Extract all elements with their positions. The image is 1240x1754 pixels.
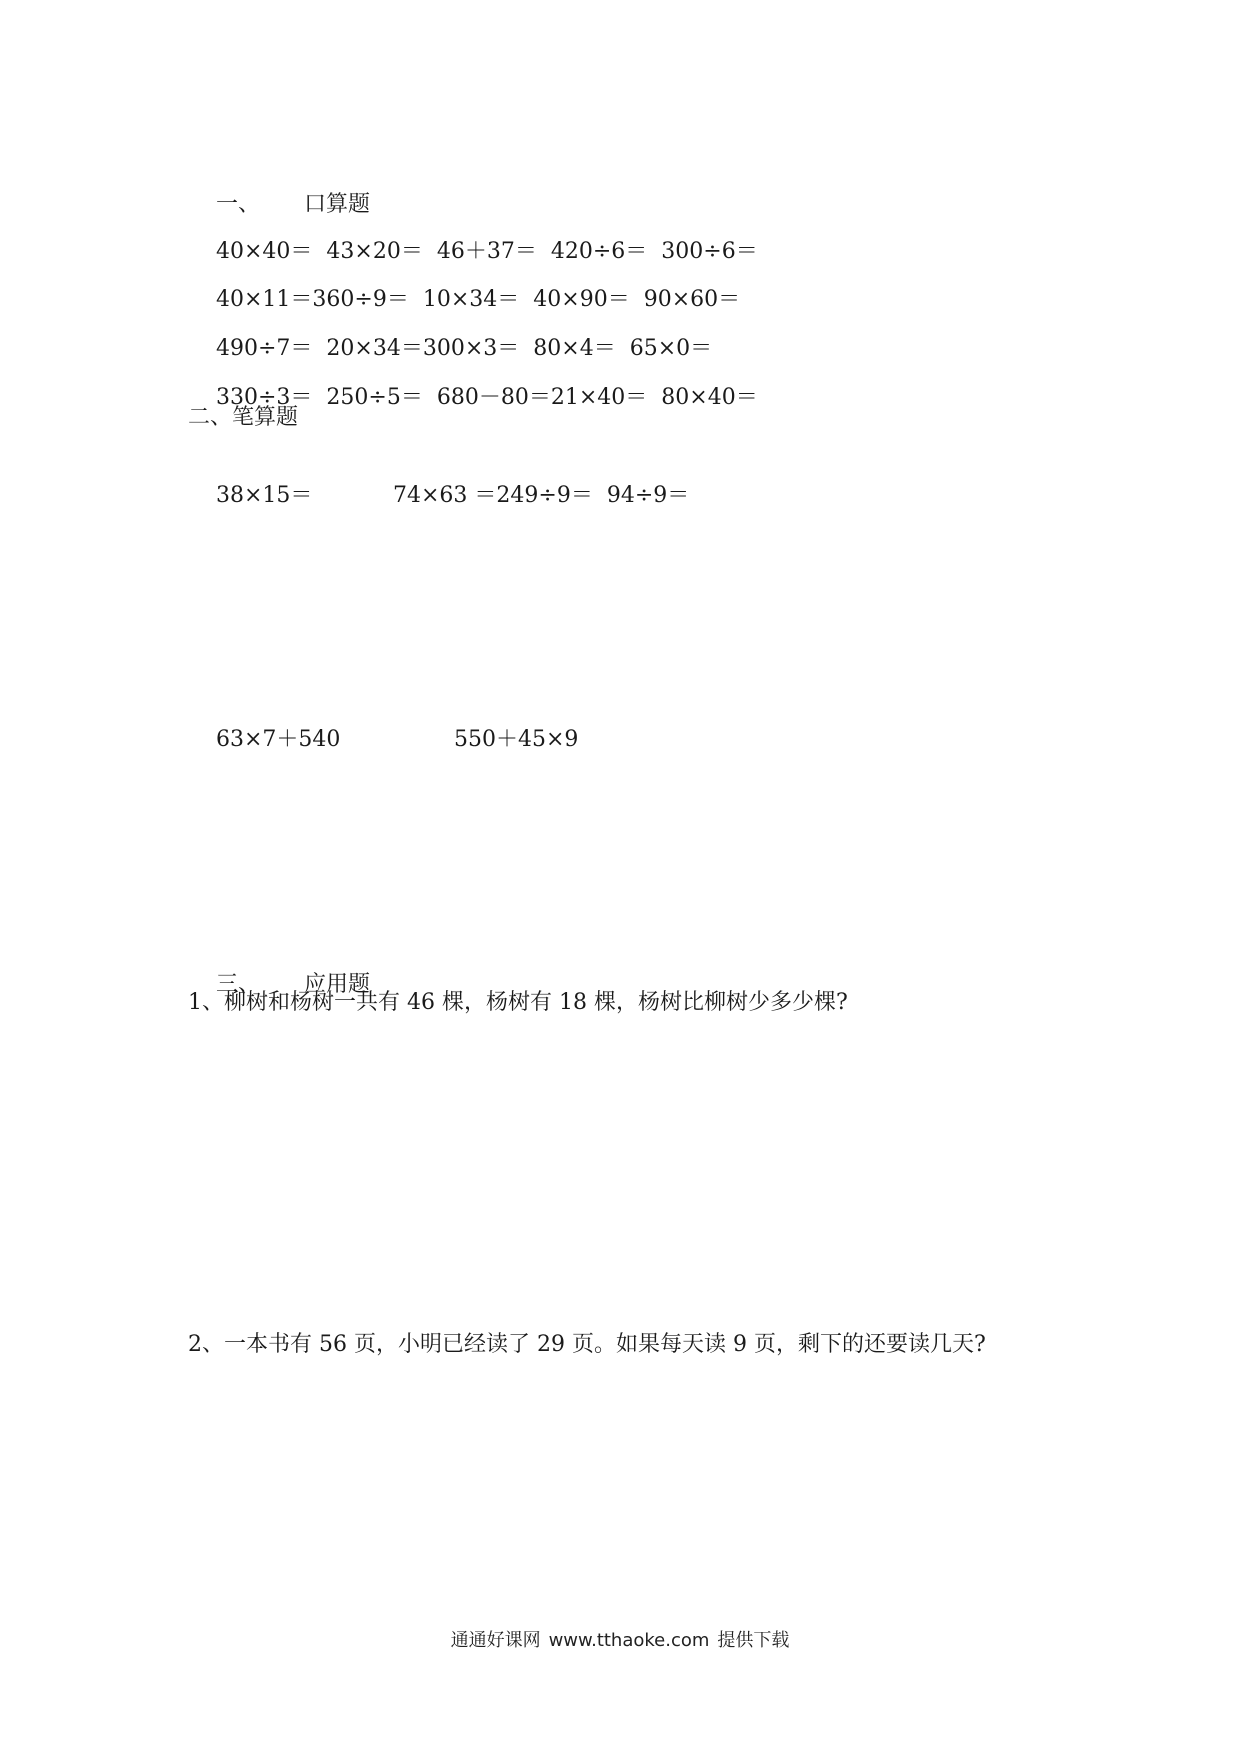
problem: 80×4＝ bbox=[533, 336, 616, 361]
section1-title: 口算题 bbox=[303, 192, 370, 217]
problem: 680－80＝ bbox=[436, 385, 551, 410]
footer-suffix: 提供下载 bbox=[717, 1630, 790, 1651]
footer-site-name: 通通好课网 bbox=[450, 1630, 541, 1651]
problem: 249÷9＝ bbox=[496, 483, 593, 508]
footer-url[interactable]: www.tthaoke.com bbox=[548, 1630, 710, 1651]
section1-number: 一、 bbox=[215, 192, 260, 217]
problem: 74×63 ＝ bbox=[392, 483, 497, 508]
problem: 550＋45×9 bbox=[453, 727, 579, 752]
section3-number: 三、 bbox=[215, 972, 260, 997]
problem: 20×34＝ bbox=[326, 336, 423, 361]
problem: 65×0＝ bbox=[629, 336, 713, 361]
word-problem-1: 1、柳树和杨树一共有 46 棵，杨树有 18 棵，杨树比柳树少多少棵? bbox=[188, 990, 848, 1015]
written-row-2 bbox=[188, 695, 578, 785]
page-footer bbox=[0, 1628, 1240, 1654]
problem: 490÷7＝ bbox=[215, 336, 313, 361]
problem: 21×40＝ bbox=[550, 385, 648, 410]
problem: 360÷9＝ bbox=[312, 287, 409, 312]
problem: 94÷9＝ bbox=[606, 483, 690, 508]
problem: 40×11＝ bbox=[215, 287, 313, 312]
problem: 90×60＝ bbox=[643, 287, 741, 312]
problem: 10×34＝ bbox=[422, 287, 520, 312]
problem: 250÷5＝ bbox=[326, 385, 423, 410]
problem: 40×40＝ bbox=[215, 239, 313, 264]
problem: 330÷3＝ bbox=[215, 385, 313, 410]
problem: 80×40＝ bbox=[661, 385, 758, 410]
problem: 420÷6＝ bbox=[550, 239, 648, 264]
problem: 43×20＝ bbox=[326, 239, 423, 264]
problem: 46＋37＝ bbox=[436, 239, 537, 264]
problem: 300×3＝ bbox=[422, 336, 520, 361]
problem: 63×7＋540 bbox=[215, 727, 341, 752]
problem: 40×90＝ bbox=[533, 287, 630, 312]
section2-heading: 二、笔算题 bbox=[188, 405, 299, 430]
word-problem-2: 2、一本书有 56 页，小明已经读了 29 页。如果每天读 9 页，剩下的还要读几天? bbox=[188, 1332, 986, 1357]
problem: 300÷6＝ bbox=[661, 239, 758, 264]
written-row-1 bbox=[188, 451, 689, 541]
section3-title: 应用题 bbox=[303, 972, 370, 997]
problem: 38×15＝ bbox=[215, 483, 313, 508]
